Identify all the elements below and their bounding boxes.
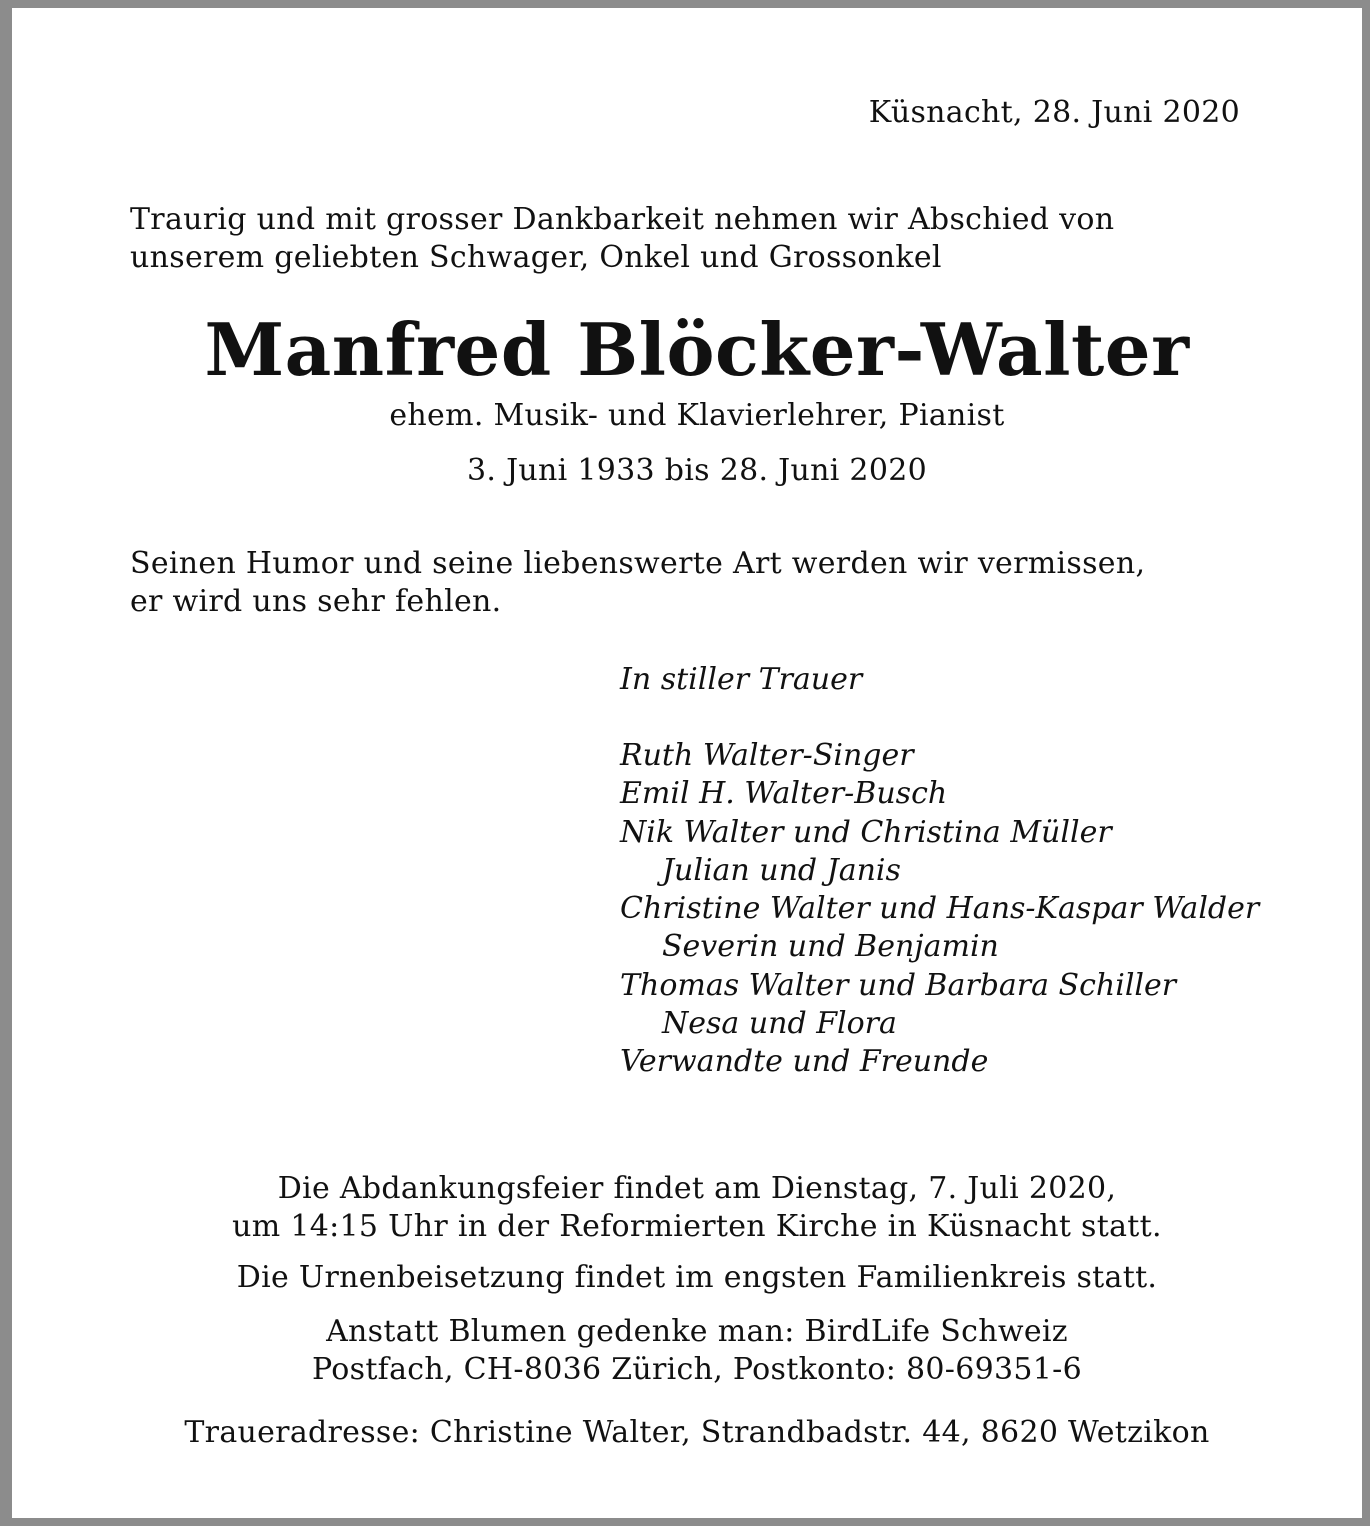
ceremony-line: um 14:15 Uhr in der Reformierten Kirche in Küsnacht statt. [232,1209,1162,1244]
intro-line: unserem geliebten Schwager, Onkel und Grossonkel [130,240,942,275]
urn-burial-info: Die Urnenbeisetzung findet im engsten Familienkreis statt. [236,1260,1158,1295]
deceased-profession: ehem. Musik- und Klavierlehrer, Pianist [389,398,1005,433]
mourner-children-entry: Nesa und Flora [662,1006,897,1042]
deceased-name: Manfred Blöcker-Walter [204,307,1190,392]
ceremony-line: Die Abdankungsfeier findet am Dienstag, 7. Juli 2020, [277,1171,1117,1206]
mourner-entry: Thomas Walter und Barbara Schiller [620,967,1177,1003]
mourner-children-entry: Julian und Janis [662,852,901,888]
ceremony-info [12,1170,1370,1246]
mourner-entry: Ruth Walter-Singer [620,738,914,773]
tribute-line: Seinen Humor und seine liebenswerte Art werden wir vermissen, [130,546,1146,581]
donation-line: Anstatt Blumen gedenke man: BirdLife Schweiz [326,1314,1068,1349]
donation-line: Postfach, CH-8036 Zürich, Postkonto: 80-69351-6 [312,1352,1082,1387]
mourning-address: Traueradresse: Christine Walter, Strandbadstr. 44, 8620 Wetzikon [184,1415,1210,1450]
mourner-entry: Verwandte und Freunde [620,1044,989,1080]
deceased-lifespan: 3. Juni 1933 bis 28. Juni 2020 [467,453,927,488]
mourners-heading: In stiller Trauer [620,662,863,697]
intro-line: Traurig und mit grosser Dankbarkeit nehmen wir Abschied von [130,202,1115,237]
donation-info [12,1313,1370,1389]
mourner-entry: Nik Walter und Christina Müller [620,814,1112,850]
place-date: Küsnacht, 28. Juni 2020 [868,95,1240,130]
intro-text [130,201,1114,277]
tribute-text [130,545,1145,621]
mourner-children-entry: Severin und Benjamin [662,929,999,965]
mourner-entry: Emil H. Walter-Busch [620,776,948,812]
mourner-entry: Christine Walter und Hans-Kaspar Walder [620,891,1260,927]
mourners-list [620,737,1259,1082]
tribute-line: er wird uns sehr fehlen. [130,584,502,619]
